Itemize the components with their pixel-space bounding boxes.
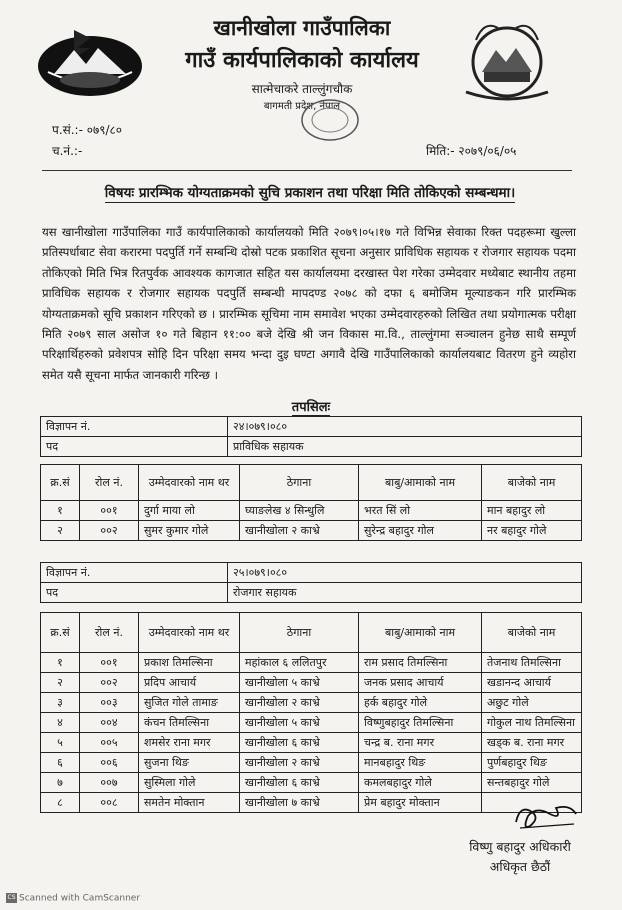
cell-name: सुमर कुमार गोले <box>139 521 240 541</box>
post-label: पद <box>41 583 228 603</box>
advert-no-label: विज्ञापन नं. <box>41 417 228 437</box>
section1-info-table <box>40 416 582 457</box>
table-row <box>41 793 582 813</box>
cell-sn: २ <box>41 673 80 693</box>
nepal-emblem-logo <box>34 14 146 102</box>
cell-sn: १ <box>41 653 80 673</box>
post-value: रोजगार सहायक <box>228 583 582 603</box>
details-caption <box>0 397 622 415</box>
cell-roll: ००७ <box>80 773 139 793</box>
cell-name: कंचन तिमल्सिना <box>139 713 240 733</box>
cell-address: खानीखोला २ काभ्रे <box>240 521 359 541</box>
col-address: ठेगाना <box>240 613 359 653</box>
table-row <box>41 733 582 753</box>
cell-address: घ्याङलेख ४ सिन्धुलि <box>240 501 359 521</box>
org-name: खानीखोला गाउँपालिका <box>213 16 391 40</box>
cell-grandfather: खडानन्द आचार्य <box>482 673 582 693</box>
cell-address: खानीखोला ६ काभ्रे <box>240 773 359 793</box>
cell-name: शमसेर राना मगर <box>139 733 240 753</box>
notice-body: यस खानीखोला गाउँपालिका गाउँ कार्यपालिकाको कार्यालयको मिति २०७९।०५।१७ गते विभिन्न सेवाका रिक्त पदहरूमा खुल्ला प्रतिस्पर्धाबाट सेवा करारमा पदपुर्ति गर्ने सम्बन्धि दोस्रो पटक प्रकाशित सूचना अनुसार प्राविधिक सहायक र रोजगार सहायक पदमा तोकिएको मिति भित्र रितपुर्वक आवश्यक कागजात सहित यस कार्यालयमा दरखास्त पेश गरेका उम्मेदवार मध्येबाट स्थानीय तहमा प्राविधिक सहायक र रोजगार सहायक पदपुर्ति सम्बन्धी मापदण्ड २०७८ को दफा ६ बमोजिम मूल्याङकन गरि प्रारम्भिक योग्यताक्रमको सूचि प्रकाशन गरिएको छ । प्रारम्भिक सूचिमा नाम समावेश भएका उम्मेदवारहरुको लिखित तथा प्रयोगात्मक परीक्षा मिति २०७९ साल असोज १० गते बिहान ११:०० बजे देखि श्री जन विकास मा.वि., ताल्लुंगमा सञ्चालन हुनेछ साथै सम्पूर्ण परिक्षार्थिहरुको प्रवेशपत्र सोहि दिन परिक्षा समय भन्दा दुइ घण्टा अगावै देखि गाउँपालिकाको कार्यालयबाट वितरण हुने व्यहोरा समेत यसै सूचना मार्फत जानकारी गरिन्छ । <box>42 225 576 382</box>
col-sn: क्र.सं <box>41 613 80 653</box>
signature-mark <box>510 800 582 834</box>
watermark-text: Scanned with CamScanner <box>19 893 141 904</box>
table-row <box>41 693 582 713</box>
cell-sn: ७ <box>41 773 80 793</box>
municipality-logo <box>454 14 560 106</box>
cell-address: महांकाल ६ ललितपुर <box>240 653 359 673</box>
office-stamp <box>298 96 362 144</box>
advert-no-value: २४।०७९।०८० <box>228 417 582 437</box>
table-row <box>41 773 582 793</box>
advert-no-label: विज्ञापन नं. <box>41 563 228 583</box>
table-row <box>41 501 582 521</box>
subject-line <box>40 183 580 201</box>
cell-grandfather: खड्क ब. राना मगर <box>482 733 582 753</box>
post-label: पद <box>41 437 228 457</box>
cell-parent: विष्णुबहादुर तिमल्सिना <box>359 713 482 733</box>
office-name: गाउँ कार्यपालिकाको कार्यालय <box>185 48 419 73</box>
cell-sn: १ <box>41 501 80 521</box>
cell-address: खानीखोला ५ काभ्रे <box>240 673 359 693</box>
col-grandfather: बाजेको नाम <box>482 465 582 501</box>
col-name: उम्मेदवारको नाम थर <box>139 465 240 501</box>
table-row <box>41 713 582 733</box>
cell-roll: ००३ <box>80 693 139 713</box>
cell-address: खानीखोला २ काभ्रे <box>240 753 359 773</box>
dispatch-number: च.नं.:- <box>52 144 83 158</box>
cell-roll: ००२ <box>80 673 139 693</box>
col-address: ठेगाना <box>240 465 359 501</box>
col-name: उम्मेदवारको नाम थर <box>139 613 240 653</box>
cell-sn: ६ <box>41 753 80 773</box>
cell-roll: ००८ <box>80 793 139 813</box>
cell-name: समतेन मोक्तान <box>139 793 240 813</box>
cell-grandfather: तेजनाथ तिमल्सिना <box>482 653 582 673</box>
cell-parent: चन्द्र ब. राना मगर <box>359 733 482 753</box>
cell-name: प्रकाश तिमल्सिना <box>139 653 240 673</box>
scanner-watermark <box>6 893 140 904</box>
cell-address: खानीखोला ७ काभ्रे <box>240 793 359 813</box>
col-roll: रोल नं. <box>80 613 139 653</box>
cell-grandfather: अछुट गोले <box>482 693 582 713</box>
cell-address: खानीखोला ६ काभ्रे <box>240 733 359 753</box>
cell-parent: राम प्रसाद तिमल्सिना <box>359 653 482 673</box>
cell-address: खानीखोला २ काभ्रे <box>240 693 359 713</box>
cell-roll: ००१ <box>80 501 139 521</box>
cell-name: दुर्गा माया लो <box>139 501 240 521</box>
section2-info-table <box>40 562 582 603</box>
table-row <box>41 673 582 693</box>
table-row <box>41 653 582 673</box>
signatory-name: विष्णु बहादुर अधिकारी <box>469 839 571 854</box>
cell-sn: ८ <box>41 793 80 813</box>
cell-parent: जनक प्रसाद आचार्य <box>359 673 482 693</box>
cell-name: प्रदिप आचार्य <box>139 673 240 693</box>
cell-grandfather: पुर्णबहादुर थिङ <box>482 753 582 773</box>
cell-sn: ४ <box>41 713 80 733</box>
cell-roll: ००५ <box>80 733 139 753</box>
cell-sn: ३ <box>41 693 80 713</box>
cell-grandfather: मान बहादुर लो <box>482 501 582 521</box>
subject-text: विषयः प्रारम्भिक योग्यताक्रमको सुचि प्रकाशन तथा परिक्षा मिति तोकिएको सम्बन्धमा। <box>104 185 516 201</box>
cell-grandfather: सन्तबहादुर गोले <box>482 773 582 793</box>
cell-sn: २ <box>41 521 80 541</box>
col-roll: रोल नं. <box>80 465 139 501</box>
cell-grandfather: नर बहादुर गोले <box>482 521 582 541</box>
cell-parent: सुरेन्द्र बहादुर गोल <box>359 521 482 541</box>
table-row <box>41 521 582 541</box>
cell-sn: ५ <box>41 733 80 753</box>
post-value: प्राविधिक सहायक <box>228 437 582 457</box>
cell-name: सुस्मिला गोले <box>139 773 240 793</box>
advert-no-value: २५।०७९।०८० <box>228 563 582 583</box>
col-sn: क्र.सं <box>41 465 80 501</box>
cell-roll: ००२ <box>80 521 139 541</box>
col-grandfather: बाजेको नाम <box>482 613 582 653</box>
province-name: बागमती प्रदेश, नेपाल <box>263 101 341 112</box>
camscanner-icon: CS <box>7 894 16 901</box>
section1-candidate-table <box>40 464 582 541</box>
details-caption-text: तपसिलः <box>291 400 331 415</box>
cell-parent: कमलबहादुर गोले <box>359 773 482 793</box>
section2-candidate-table <box>40 612 582 813</box>
col-parent: बाबु/आमाको नाम <box>359 613 482 653</box>
cell-parent: हर्क बहादुर गोले <box>359 693 482 713</box>
cell-grandfather: गोकुल नाथ तिमल्सिना <box>482 713 582 733</box>
cell-name: सुजना थिङ <box>139 753 240 773</box>
signatory-title: अधिकृत छैठौं <box>489 859 551 874</box>
cell-parent: भरत सिं लो <box>359 501 482 521</box>
cell-name: सुजित गोले तामाङ <box>139 693 240 713</box>
cell-roll: ००१ <box>80 653 139 673</box>
letter-number: प.सं.:- ०७९/८० <box>52 123 122 137</box>
table-row <box>41 753 582 773</box>
header-divider <box>42 170 572 171</box>
cell-parent: प्रेम बहादुर मोक्तान <box>359 793 482 813</box>
office-address: सात्मेचाकरे ताल्लुंगचौक <box>251 82 353 96</box>
cell-roll: ००४ <box>80 713 139 733</box>
letter-date: मिति:- २०७९/०६/०५ <box>426 144 517 158</box>
cell-roll: ००६ <box>80 753 139 773</box>
cell-parent: मानबहादुर थिङ <box>359 753 482 773</box>
col-parent: बाबु/आमाको नाम <box>359 465 482 501</box>
cell-address: खानीखोला ५ काभ्रे <box>240 713 359 733</box>
